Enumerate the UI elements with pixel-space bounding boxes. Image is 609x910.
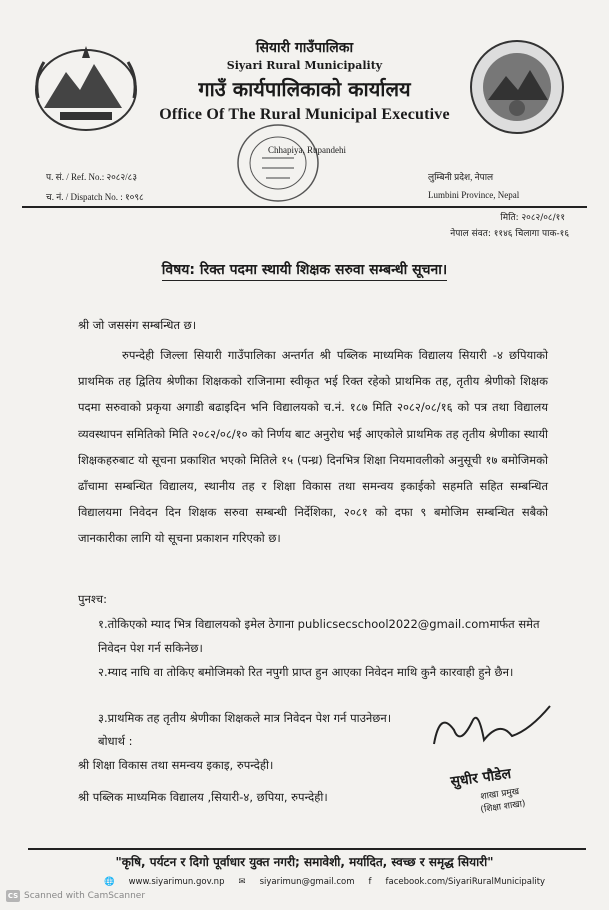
office-name-nepali: गाउँ कार्यपालिकाको कार्यालय (198, 77, 411, 101)
official-stamp-icon (232, 118, 324, 208)
org-name-english: Siyari Rural Municipality (226, 59, 383, 72)
cc-item-1: श्री शिक्षा विकास तथा समन्वय इकाइ, रुपन्देही। (78, 758, 274, 772)
camscanner-icon: CS (7, 892, 19, 900)
subject-line (0, 260, 609, 279)
letter-date: मिति: २०८२/०८/११ (500, 213, 565, 223)
signatory-name: सुधीर पौडेल (449, 765, 513, 791)
signatory-unit: (शिक्षा शाखा) (479, 798, 527, 816)
salutation: श्री जो जससंग सम्बन्धित छ। (78, 318, 197, 332)
cc-label: बोधार्थ : (98, 734, 133, 748)
footer-motto: "कृषि, पर्यटन र दिगो पूर्वाधार युक्त नगरी; समावेशी, मर्यादित, स्वच्छ र समृद्ध सियारी" (115, 855, 494, 869)
nepal-samvat-date: नेपाल संवत: ११४६ चिलागा पाक-१६ (450, 229, 569, 239)
postscript-point-1: १.तोकिएको म्याद भित्र विद्यालयको इमेल ठेगाना publicsecschool2022@gmail.comमार्फत समेत निवेदन पेश गर्न सकिनेछ। (98, 617, 540, 655)
province-nepali: लुम्बिनी प्रदेश, नेपाल (428, 172, 494, 182)
website-link[interactable]: www.siyarimun.gov.np (128, 877, 225, 887)
scanner-watermark (6, 890, 145, 902)
subject-text: विषय: रिक्त पदमा स्थायी शिक्षक सरुवा सम्बन्धी सूचना। (162, 262, 447, 281)
office-address: Chhapiya, Rupandehi (268, 145, 346, 155)
ref-number: प. सं. / Ref. No.: २०८२/८३ (46, 172, 138, 182)
email-link[interactable]: siyarimun@gmail.com (259, 877, 355, 887)
municipality-logo-icon (468, 38, 566, 136)
postscript-point-3: ३.प्राथमिक तह तृतीय श्रेणीका शिक्षकले मात्र निवेदन पेश गर्न पाउनेछन। (98, 711, 392, 725)
website-icon: 🌐 (104, 877, 115, 887)
footer-divider (28, 848, 586, 850)
signature-scribble-icon (420, 700, 570, 760)
main-paragraph: रुपन्देही जिल्ला सियारी गाउँपालिका अन्तर्गत श्री पब्लिक माध्यमिक विद्यालय सियारी -४ छपियाको प्राथमिक तह द्वितिय श्रेणीका शिक्षकको राजिनामा स्वीकृत भई रिक्त रहेको प्राथमिक तह, तृतीय श्रेणीको शिक्षक पदमा सरुवाको प्रकृया अगाडी बढाइदिन भनि विद्यालयको च.नं. १८७ मिति २०८२/०८/१६ को पत्र तथा विद्यालय व्यवस्थापन समितिको मिति २०८२/०८/१० को निर्णय बाट अनुरोध भई आएकोले प्राथमिक तह तृतीय श्रेणीका स्थायी शिक्षकहरुबाट यो सूचना प्रकाशित भएको मितिले १५ (पन्ध्र) दिनभित्र शिक्षा नियमावलीको अनुसूची १७ बमोजिमको ढाँचामा सम्बन्धित विद्यालय, स्थानीय तह र शिक्षा विकास तथा समन्वय इकाईको सहमति सहित सम्बन्धित विद्यालयमा निवेदन दिन शिक्षक सरुवा सम्बन्धी निर्देशिका, २०८१ को दफा ९ बमोजिम सम्बन्धित सबैको जानकारीका लागि यो सूचना प्रकाशन गरिएको छ। (78, 348, 548, 546)
postscript-label: पुनश्च: (78, 592, 107, 606)
postscript-point-2: २.म्याद नाघि वा तोकिए बमोजिमको रित नपुगी प्राप्त हुन आएका निवेदन माथि कुनै कारवाही हुने छैन। (98, 665, 514, 679)
watermark-text: Scanned with CamScanner (24, 891, 146, 901)
cc-item-2: श्री पब्लिक माध्यमिक विद्यालय ,सियारी-४, छपिया, रुपन्देही। (78, 790, 328, 804)
email-icon: ✉ (238, 877, 246, 887)
org-name-nepali: सियारी गाउँपालिका (255, 40, 354, 56)
signatory-title: शाखा प्रमुख (479, 786, 520, 803)
office-name-english: Office Of The Rural Municipal Executive (159, 106, 450, 123)
footer-contacts (104, 877, 545, 887)
dispatch-number: च. नं. / Dispatch No. : १०९८ (46, 192, 144, 202)
facebook-icon: f (368, 877, 372, 887)
signature-block (420, 700, 570, 816)
facebook-link[interactable]: facebook.com/SiyariRuralMunicipality (385, 877, 546, 887)
province-english: Lumbini Province, Nepal (428, 190, 520, 200)
header-divider (22, 206, 587, 208)
